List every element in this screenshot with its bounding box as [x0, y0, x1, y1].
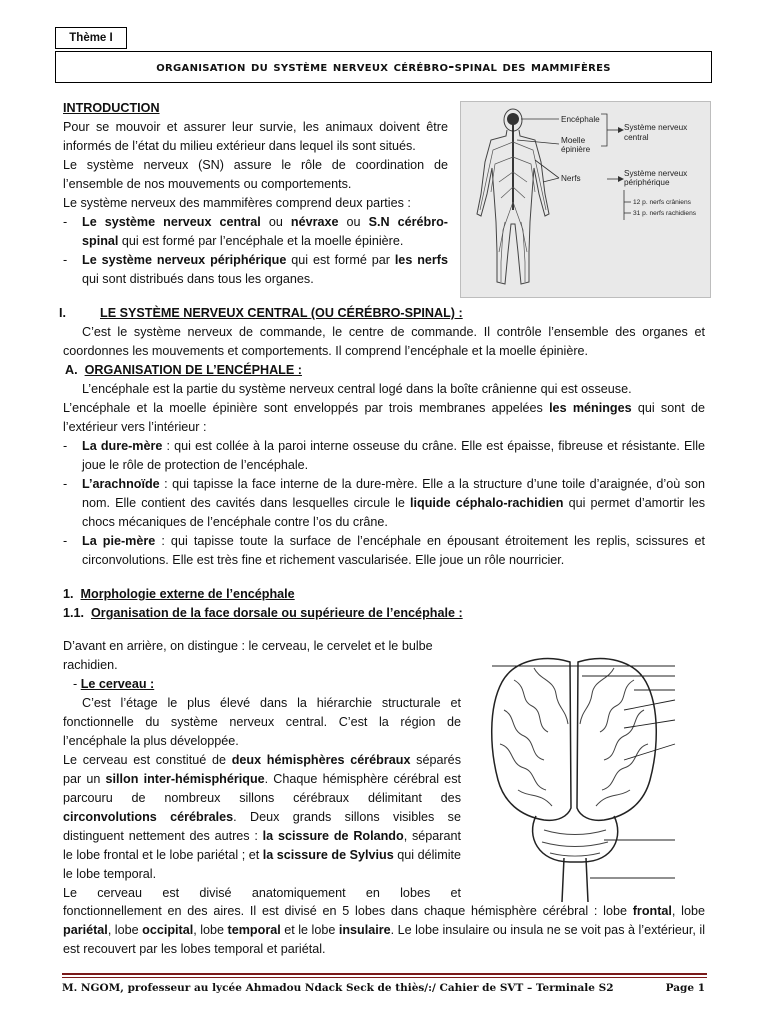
- label-snp-line2: périphérique: [624, 178, 670, 187]
- label-snc-line2: central: [624, 133, 649, 142]
- intro-bullet-peripheral: - Le système nerveux périphérique qui est formé par les nerfs qui sont distribués dans tous les organes.: [63, 251, 448, 289]
- page-title: organisation du système nerveux cérébro-spinal des mammifères: [55, 51, 712, 83]
- section-1-heading: I. LE SYSTÈME NERVEUX CENTRAL (OU CÉRÉBRO-SPINAL) :: [63, 304, 705, 323]
- label-snc-line1: Système nerveux: [624, 123, 688, 132]
- label-cranial-nerves: 12 p. nerfs crâniens: [633, 199, 691, 206]
- intro-paragraph-2: Le système nerveux (SN) assure le rôle de coordination de l’ensemble de nos mouvements ou comportements.: [63, 158, 448, 191]
- label-epiniere: épinière: [561, 145, 591, 154]
- dure-mere-item: - La dure-mère : qui est collée à la paroi interne osseuse du crâne. Elle est épaisse, fibreuse et résistante. Elle joue le rôle de protection de l’encéphale.: [63, 437, 705, 475]
- cerveau-heading: - Le cerveau :: [73, 677, 155, 691]
- label-spinal-nerves: 31 p. nerfs rachidiens: [633, 210, 697, 217]
- lobes-paragraph: [63, 902, 705, 959]
- footer-rule-top: [62, 973, 707, 975]
- intro-paragraph-3: Le système nerveux des mammifères comprend deux parties :: [63, 196, 411, 210]
- page-number: Page 1: [665, 982, 705, 994]
- arachnoide-item: - L’arachnoïde : qui tapisse la face interne de la dure-mère. Elle a la structure d’une toile d’araignée, d’où son nom. Elle contient des cavités dans lesquelles circule le liquide céphalo-rachidien qui permet d’amortir les chocs mécaniques de l’encéphale contre l’os du crâne.: [63, 475, 705, 532]
- cerveau-text: [63, 637, 461, 903]
- brain-diagram: [474, 640, 676, 902]
- intro-section: [63, 99, 448, 289]
- pie-mere-item: - La pie-mère : qui tapisse toute la surface de l’encéphale en épousant étroitement les replis, scissures et circonvolutions. Elle est très fine et richement vascularisée. Elle joue un rôle nourricier.: [63, 532, 705, 570]
- section-1-paragraph: C’est le système nerveux de commande, le centre de commande. Il contrôle l’ensemble des organes et coordonnes les mouvements et comportements. Il comprend l’encéphale et la moelle épinière.: [63, 325, 705, 358]
- footer-author: M. NGOM, professeur au lycée Ahmadou Ndack Seck de thiès/:/ Cahier de SVT – Terminale S2: [62, 982, 614, 994]
- footer-rule-bottom: [62, 977, 707, 978]
- lobes-text: fonctionnellement en des aires. Il est divisé en 5 lobes dans chaque hémisphère cérébral : lobe frontal, lobe pariétal, lobe occipital, lobe temporal et le lobe insulaire. Le lobe insulaire ou insula ne se voit pas à l’extérieur, il est recouvert par les lobes temporal et pariétal.: [63, 904, 705, 956]
- encephale-paragraph: L’encéphale est la partie du système nerveux central logé dans la boîte crânienne qui est osseuse.: [82, 382, 632, 396]
- cerveau-paragraph-3-line1: Le cerveau est divisé anatomiquement en lobes et: [63, 886, 461, 900]
- section-central-nervous-system: [59, 304, 706, 570]
- cerveau-paragraph-2: Le cerveau est constitué de deux hémisphères cérébraux séparés par un sillon inter-hémisphérique. Chaque hémisphère cérébral est parcouru de nombreux sillons cérébraux délimitant des circonvolutions cérébrales. Deux grands sillons visibles se distinguent nettement des autres : la scissure de Rolando, séparant le lobe frontal et le lobe pariétal ; et la scissure de Sylvius qui délimite le lobe temporal.: [63, 753, 461, 881]
- label-moelle: Moelle: [561, 136, 586, 145]
- morphology-heading: 1. Morphologie externe de l’encéphale: [63, 587, 295, 601]
- label-snp-line1: Système nerveux: [624, 169, 688, 178]
- section-1-number: I.: [59, 306, 66, 320]
- subsection-a-heading: A. ORGANISATION DE L’ENCÉPHALE :: [65, 363, 302, 377]
- page-footer: [62, 982, 707, 998]
- meninges-paragraph: L’encéphale et la moelle épinière sont enveloppés par trois membranes appelées les méninges qui sont de l’extérieur vers l’intérieur :: [63, 401, 706, 434]
- morphology-headings: [63, 585, 705, 623]
- intro-bullet-central: - Le système nerveux central ou névraxe ou S.N cérébro-spinal qui est formé par l’encéphale et la moelle épinière.: [63, 213, 448, 251]
- intro-paragraph-1: Pour se mouvoir et assurer leur survie, les animaux doivent être informés de l’état du milieu extérieur dans lequel ils sont situés.: [63, 120, 448, 153]
- label-encephale: Encéphale: [561, 115, 600, 124]
- cerveau-paragraph-1: C’est l’étage le plus élevé dans la hiérarchie structurale et fonctionnelle du système nerveux central. C’est la région de l’encéphale la plus développée.: [63, 696, 461, 748]
- cerveau-intro: D’avant en arrière, on distingue : le cerveau, le cervelet et le bulbe rachidien.: [63, 639, 433, 672]
- dorsal-face-heading: 1.1. Organisation de la face dorsale ou supérieure de l’encéphale :: [63, 606, 463, 620]
- intro-heading: INTRODUCTION: [63, 101, 160, 115]
- nervous-system-figure: [460, 101, 711, 298]
- theme-label: Thème I: [55, 27, 127, 49]
- label-nerfs: Nerfs: [561, 174, 581, 183]
- body-diagram: [461, 102, 710, 297]
- brain-dorsal-figure: [474, 640, 676, 902]
